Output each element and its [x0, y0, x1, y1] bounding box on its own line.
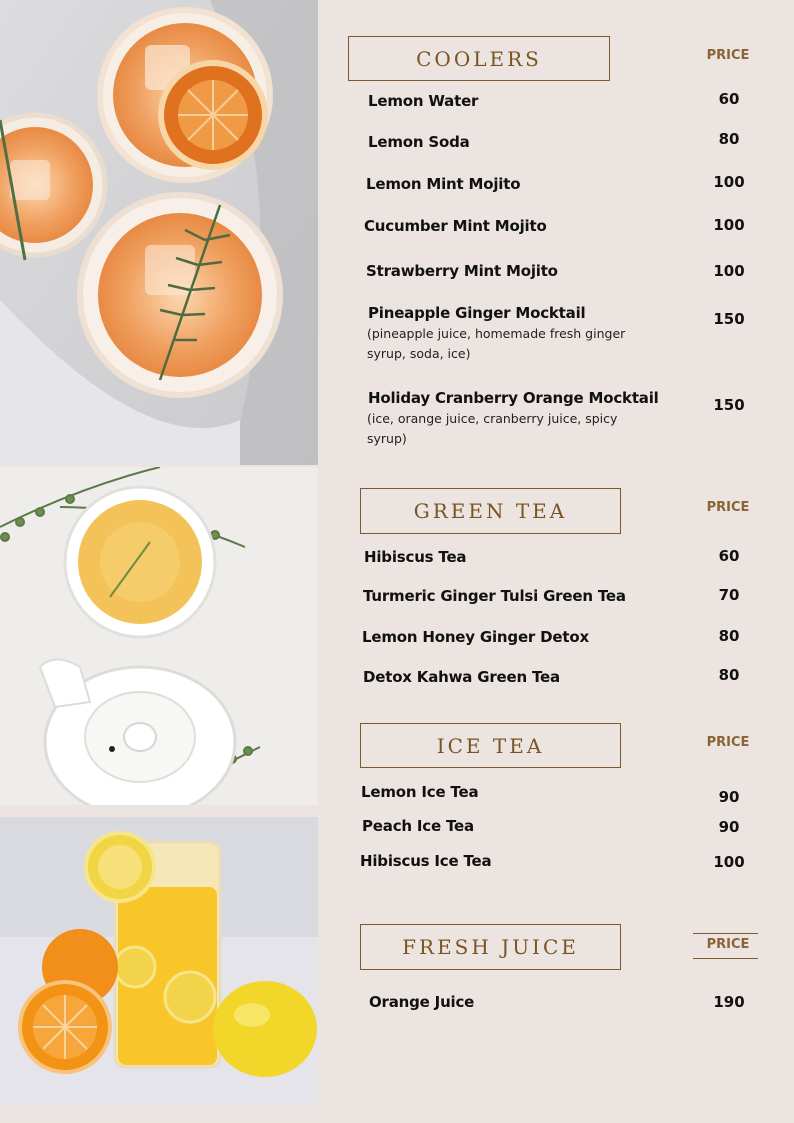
menu-item-price: 150: [713, 396, 745, 414]
coolers-heading: [348, 36, 610, 81]
menu-item-price: 80: [718, 666, 740, 684]
cocktails-photo: [0, 0, 318, 465]
menu-item-price: 70: [718, 586, 740, 604]
menu-item-price: 100: [713, 853, 745, 871]
menu-item: Lemon Mint Mojito: [366, 175, 521, 193]
green-tea-title: GREEN TEA: [413, 499, 568, 523]
menu-item-price: 100: [713, 262, 745, 280]
menu-item: Strawberry Mint Mojito: [366, 262, 558, 280]
price-rule-top: [693, 933, 758, 934]
fresh-juice-price-label: PRICE: [706, 937, 750, 952]
menu-item-description: (ice, orange juice, cranberry juice, spicy syrup): [367, 411, 618, 446]
menu-item: Hibiscus Ice Tea: [360, 852, 492, 870]
menu-item-price: 100: [713, 173, 745, 191]
green-tea-heading: [360, 488, 621, 534]
fresh-juice-title: FRESH JUICE: [402, 935, 579, 959]
price-rule-bottom: [693, 958, 758, 959]
green-tea-price-label: PRICE: [706, 500, 750, 515]
menu-item-price: 100: [713, 216, 745, 234]
menu-item: Orange Juice: [369, 993, 475, 1011]
menu-item: Turmeric Ginger Tulsi Green Tea: [363, 587, 626, 605]
menu-item: Pineapple Ginger Mocktail: [368, 304, 586, 322]
menu-item: Holiday Cranberry Orange Mocktail: [368, 389, 659, 407]
menu-item-price: 150: [713, 310, 745, 328]
menu-item-price: 80: [718, 130, 740, 148]
menu-item: Lemon Water: [368, 92, 479, 110]
menu-item: Lemon Honey Ginger Detox: [362, 628, 589, 646]
orange-juice-photo: [0, 817, 318, 1105]
menu-item-description: (pineapple juice, homemade fresh ginger syrup, soda, ice): [367, 326, 626, 361]
menu-item: Lemon Ice Tea: [361, 783, 479, 801]
menu-item-price: 60: [718, 547, 740, 565]
menu-item: Peach Ice Tea: [362, 817, 474, 835]
menu-item-price: 90: [718, 818, 740, 836]
coolers-title: COOLERS: [416, 46, 542, 71]
menu-item-price: 80: [718, 627, 740, 645]
menu-item: Detox Kahwa Green Tea: [363, 668, 560, 686]
ice-tea-heading: [360, 723, 621, 768]
menu-item-price: 90: [718, 788, 740, 806]
coolers-price-label: PRICE: [706, 48, 750, 63]
ice-tea-price-label: PRICE: [706, 735, 750, 750]
menu-item: Hibiscus Tea: [364, 548, 467, 566]
ice-tea-title: ICE TEA: [436, 733, 545, 758]
menu-item-price: 60: [718, 90, 740, 108]
menu-item-price: 190: [713, 993, 745, 1011]
fresh-juice-heading: [360, 924, 621, 970]
green-tea-photo: [0, 467, 318, 805]
menu-item: Lemon Soda: [368, 133, 470, 151]
menu-item: Cucumber Mint Mojito: [364, 217, 547, 235]
